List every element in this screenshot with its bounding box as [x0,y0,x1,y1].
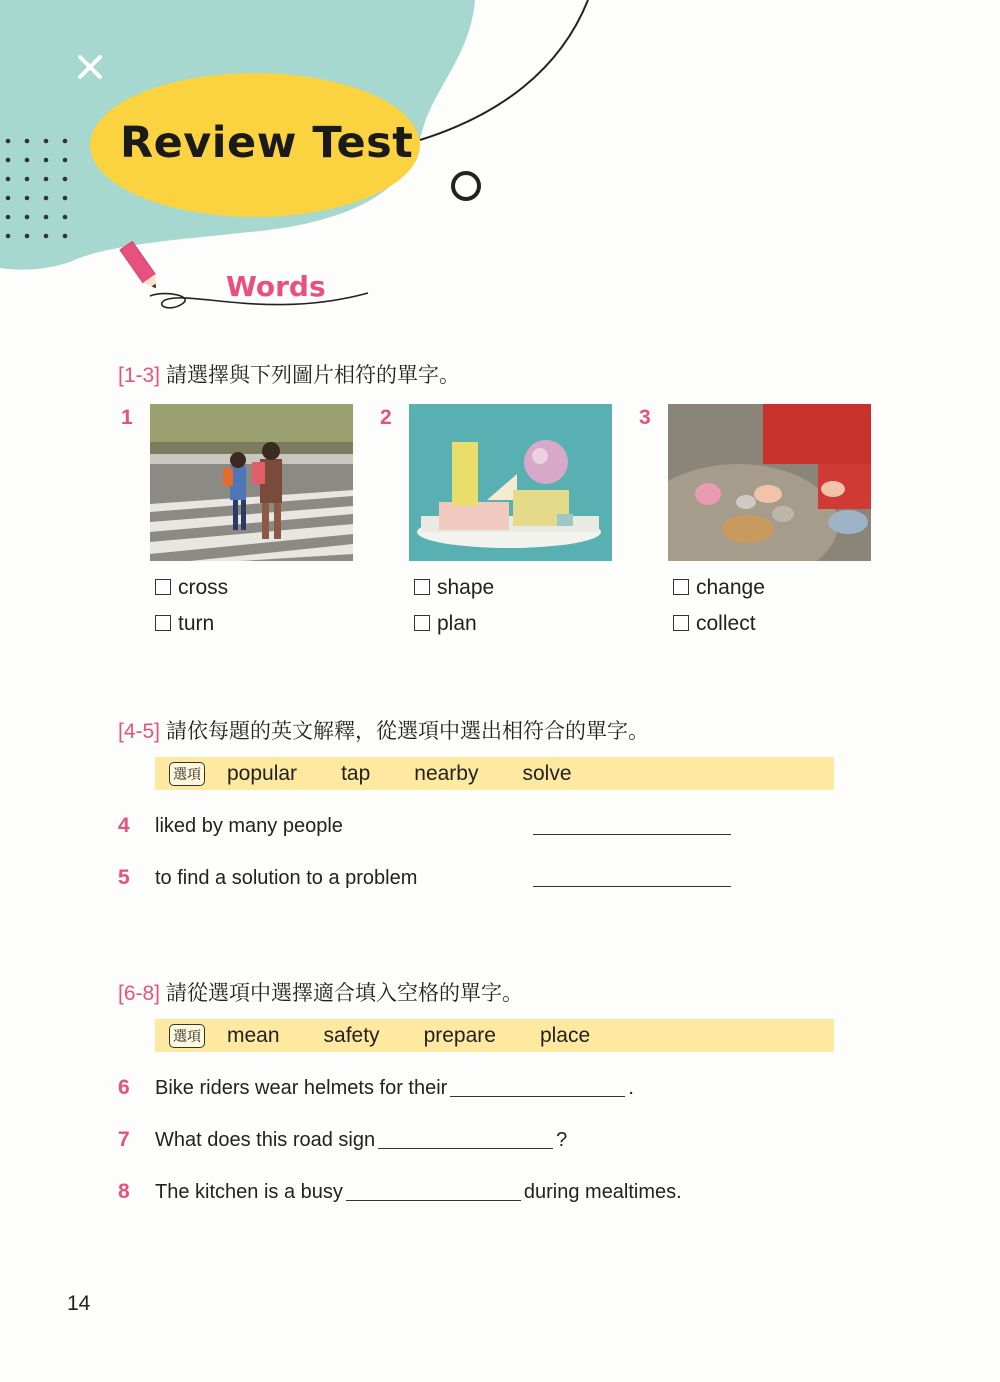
option-label: turn [178,612,215,635]
section1-instruction: 請選擇與下列圖片相符的單字。 [166,364,461,387]
option-label: cross [178,576,229,599]
word-bank-item: safety [323,1023,380,1047]
option-label: collect [696,612,756,635]
answer-blank[interactable] [378,1131,553,1149]
question-sentence [155,1181,682,1204]
sentence-after: . [628,1077,634,1099]
option-checkbox[interactable] [673,612,756,636]
pencil-icon [120,241,162,292]
photo-shapes [409,404,612,561]
section2-tag: [4-5] [118,720,161,743]
answer-blank[interactable] [346,1183,521,1201]
picture-number-3: 3 [639,406,651,429]
sentence-before: What does this road sign [155,1129,376,1151]
section3-heading [118,977,523,1007]
section2-heading [118,715,649,745]
question-text: liked by many people [155,815,343,837]
answer-blank[interactable] [450,1079,625,1097]
checkbox-icon[interactable] [155,615,171,631]
header-decoration [0,0,1000,340]
word-bank-item: prepare [423,1023,496,1047]
section3-tag: [6-8] [118,982,161,1005]
question-text: to find a solution to a problem [155,867,418,889]
picture-number-2: 2 [380,406,392,429]
word-bank-item: solve [522,761,572,785]
checkbox-icon[interactable] [414,615,430,631]
option-label: change [696,576,765,599]
page-number: 14 [67,1292,91,1315]
sentence-before: Bike riders wear helmets for their [155,1077,448,1099]
checkbox-icon[interactable] [155,579,171,595]
sentence-after: ? [556,1129,568,1151]
option-label: shape [437,576,495,599]
word-bank-item: nearby [414,761,479,785]
option-label: plan [437,612,477,635]
section1-heading [118,359,460,389]
option-checkbox[interactable] [155,576,228,600]
question-number: 5 [118,866,130,889]
word-bank-label: 選項 [169,762,205,786]
option-checkbox[interactable] [155,612,214,636]
word-bank-item: tap [341,761,371,785]
question-number: 6 [118,1076,130,1099]
option-checkbox[interactable] [414,612,477,636]
section2-instruction: 請依每題的英文解釋，從選項中選出相符合的單字。 [166,720,650,743]
picture-number-1: 1 [121,406,133,429]
section1-tag: [1-3] [118,364,161,387]
sentence-before: The kitchen is a busy [155,1181,343,1203]
checkbox-icon[interactable] [673,615,689,631]
checkbox-icon[interactable] [673,579,689,595]
word-bank-item: mean [227,1023,280,1047]
answer-blank[interactable] [533,815,731,835]
page-title: Review Test [120,118,414,168]
checkbox-icon[interactable] [414,579,430,595]
word-bank-item: popular [227,761,298,785]
section-subtitle: Words [226,270,326,303]
question-sentence [155,1129,567,1152]
question-sentence [155,1077,634,1100]
question-number: 7 [118,1128,130,1151]
question-number: 4 [118,814,130,837]
option-checkbox[interactable] [414,576,494,600]
word-bank-label: 選項 [169,1024,205,1048]
photo-stones [668,404,871,561]
small-ring [453,173,479,199]
photo-crosswalk [150,404,353,561]
sentence-after: during mealtimes. [523,1181,682,1203]
section3-instruction: 請從選項中選擇適合填入空格的單字。 [166,982,524,1005]
question-number: 8 [118,1180,130,1203]
word-bank-item: place [539,1023,591,1047]
option-checkbox[interactable] [673,576,765,600]
answer-blank[interactable] [533,867,731,887]
word-bank [155,757,834,790]
word-bank [155,1019,834,1052]
